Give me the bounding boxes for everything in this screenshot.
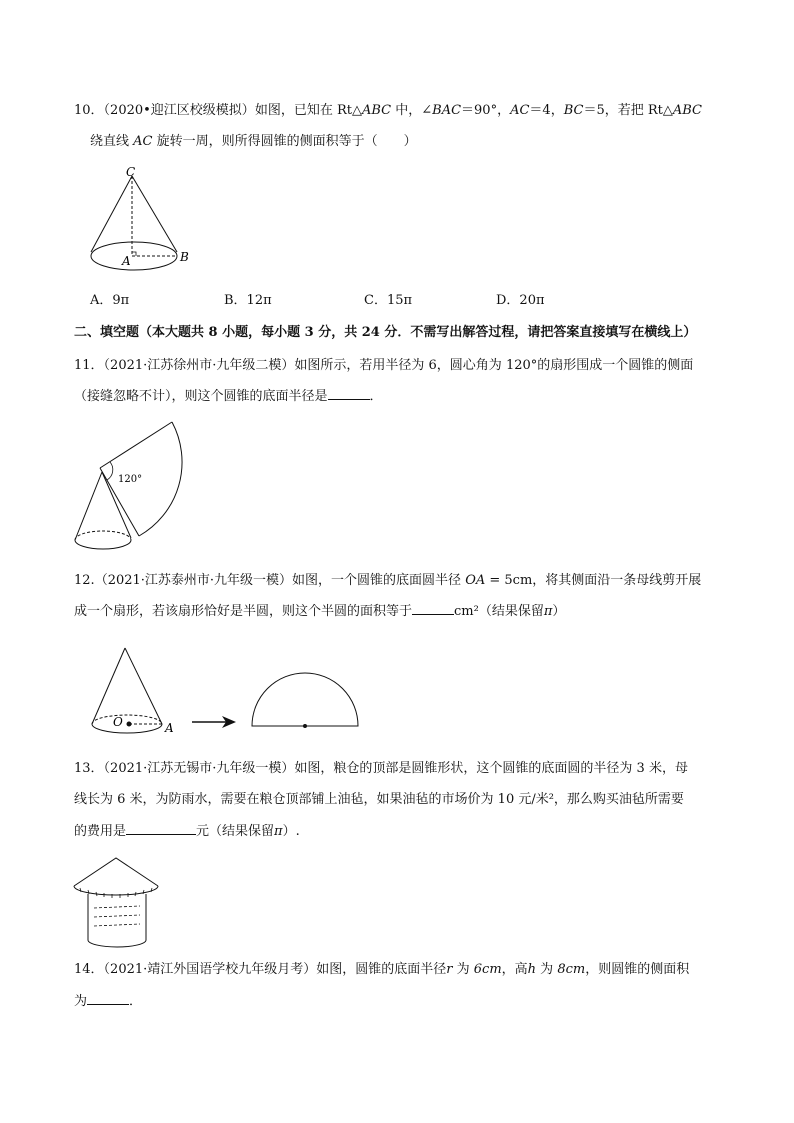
q11-line-1 [74, 357, 693, 375]
q10-math: AC [510, 103, 530, 118]
q10-text: 绕直线 [90, 134, 134, 149]
arrow-icon [192, 714, 238, 730]
q11-source: （2021·江苏徐州市·九年级二模） [103, 358, 295, 373]
q10-option-d: D．20π [496, 293, 545, 308]
q13-math: π [274, 824, 283, 839]
q10-math: AC [133, 134, 153, 149]
granary-base [88, 940, 146, 947]
q13-line-1 [74, 760, 688, 778]
q14-answer-blank[interactable] [87, 992, 129, 1005]
q12-source: （2021·江苏泰州市·九年级一模） [94, 573, 293, 588]
q14-text: ． [129, 994, 143, 1009]
q12-text: cm²（结果保留 [454, 604, 544, 619]
q14-math: 8cm [557, 962, 586, 977]
label-b: B [180, 250, 189, 264]
q14-math: h [527, 962, 537, 977]
q13-line-2: 线长为 6 米，为防雨水，需要在粮仓顶部铺上油毡，如果油毡的市场价为 10 元/米²，那么购买油毡所需要 [74, 792, 684, 807]
q10-text: ＝5，若把 Rt△ [583, 103, 673, 118]
q11-answer-blank[interactable] [328, 387, 370, 400]
q14-source: （2021·靖江外国语学校九年级月考） [103, 962, 317, 977]
cone-base-back [75, 531, 131, 540]
q10-cone-figure [88, 162, 198, 282]
q10-math: BC [563, 103, 584, 118]
q11-sector-cone-figure [70, 418, 190, 558]
q14-text: 为 [536, 962, 558, 977]
q12-answer-blank[interactable] [412, 602, 454, 615]
q13-answer-blank[interactable] [126, 822, 196, 835]
angle-arc [107, 462, 113, 480]
q10-number: 10． [74, 103, 104, 118]
q10-text: ＝4， [529, 103, 564, 118]
q13-granary-figure [70, 852, 164, 950]
q14-line-2 [74, 992, 142, 1011]
q10-option-a: A．9π [90, 293, 130, 308]
q14-text: ，则圆锥的侧面积 [585, 962, 690, 977]
q14-text: 为 [74, 994, 88, 1009]
q14-math: 6cm [473, 962, 502, 977]
q10-text: 中，∠ [391, 103, 433, 118]
q14-text: 为 [452, 962, 474, 977]
label-a: A [165, 721, 174, 735]
q12-text: ） [552, 604, 566, 619]
q13-source: （2021·江苏无锡市·九年级一模） [103, 761, 295, 776]
q13-text: 如图，粮仓的顶部是圆锥形状，这个圆锥的底面圆的半径为 3 米，母 [294, 761, 688, 776]
q10-line-2 [90, 133, 417, 151]
cone-edge-right [125, 648, 162, 724]
q10-source: （2020•迎江区校级模拟） [103, 103, 255, 118]
q13-line-3 [74, 822, 300, 841]
roof-edges [74, 858, 158, 886]
q10-math: ABC [672, 103, 703, 118]
q14-math: r [446, 962, 453, 977]
q14-number: 14． [74, 962, 104, 977]
q11-number: 11． [74, 358, 104, 373]
cone-edge-left [75, 472, 102, 540]
q12-number: 12. [74, 573, 95, 588]
center-point [127, 722, 132, 727]
q12-math: π [543, 604, 553, 619]
q14-text: 如图，圆锥的底面半径 [316, 962, 447, 977]
q11-text: （接缝忽略不计），则这个圆锥的底面半径是 [74, 389, 328, 404]
q14-text: ，高 [501, 962, 528, 977]
q12-line-2 [74, 602, 565, 621]
q10-line-1 [74, 102, 702, 120]
section-2-heading: 二、填空题（本大题共 8 小题，每小题 3 分，共 24 分．不需写出解答过程，请把答案直接填写在横线上） [74, 325, 697, 340]
q13-text: 元（结果保留 [196, 824, 275, 839]
q10-text: ＝90°， [461, 103, 511, 118]
q13-text: 的费用是 [74, 824, 127, 839]
q10-option-c: C．15π [364, 293, 413, 308]
q13-number: 13． [74, 761, 104, 776]
q11-text: 如图所示，若用半径为 6，圆心角为 120°的扇形围成一个圆锥的侧面 [294, 358, 694, 373]
q11-line-2 [74, 387, 383, 406]
roof-base [74, 886, 158, 895]
angle-label: 120° [118, 474, 143, 485]
cone-edge-left [91, 176, 132, 252]
label-a: A [122, 254, 131, 268]
right-angle-mark [132, 252, 136, 256]
sector-radius-top [100, 422, 172, 468]
q13-text: ）. [282, 824, 300, 839]
cone-edge-right [132, 176, 177, 252]
q12-line-1 [74, 572, 701, 590]
label-o: O [113, 715, 123, 729]
wall-dashes [94, 906, 140, 926]
q12-text: = 5cm，将其侧面沿一条母线剪开展 [485, 573, 702, 588]
q12-text: 如图，一个圆锥的底面圆半径 [292, 573, 466, 588]
q12-cone-figure [88, 644, 184, 744]
semicircle [252, 673, 358, 726]
cone-edge-left [92, 648, 125, 724]
q12-math: OA [465, 573, 486, 588]
semicircle-center [303, 724, 307, 728]
q10-math: BAC [432, 103, 462, 118]
q10-text: 如图，已知在 Rt△ [254, 103, 362, 118]
cone-base-front [75, 540, 131, 549]
q12-semicircle-figure [250, 668, 360, 730]
q10-math: ABC [361, 103, 392, 118]
q10-text: 旋转一周，则所得圆锥的侧面积等于（ ） [152, 134, 417, 149]
q11-text: ． [369, 389, 383, 404]
q10-option-b: B．12π [224, 293, 272, 308]
q14-line-1 [74, 961, 689, 979]
q12-text: 成一个扇形，若该扇形恰好是半圆，则这个半圆的面积等于 [74, 604, 413, 619]
label-c: C [126, 165, 136, 179]
